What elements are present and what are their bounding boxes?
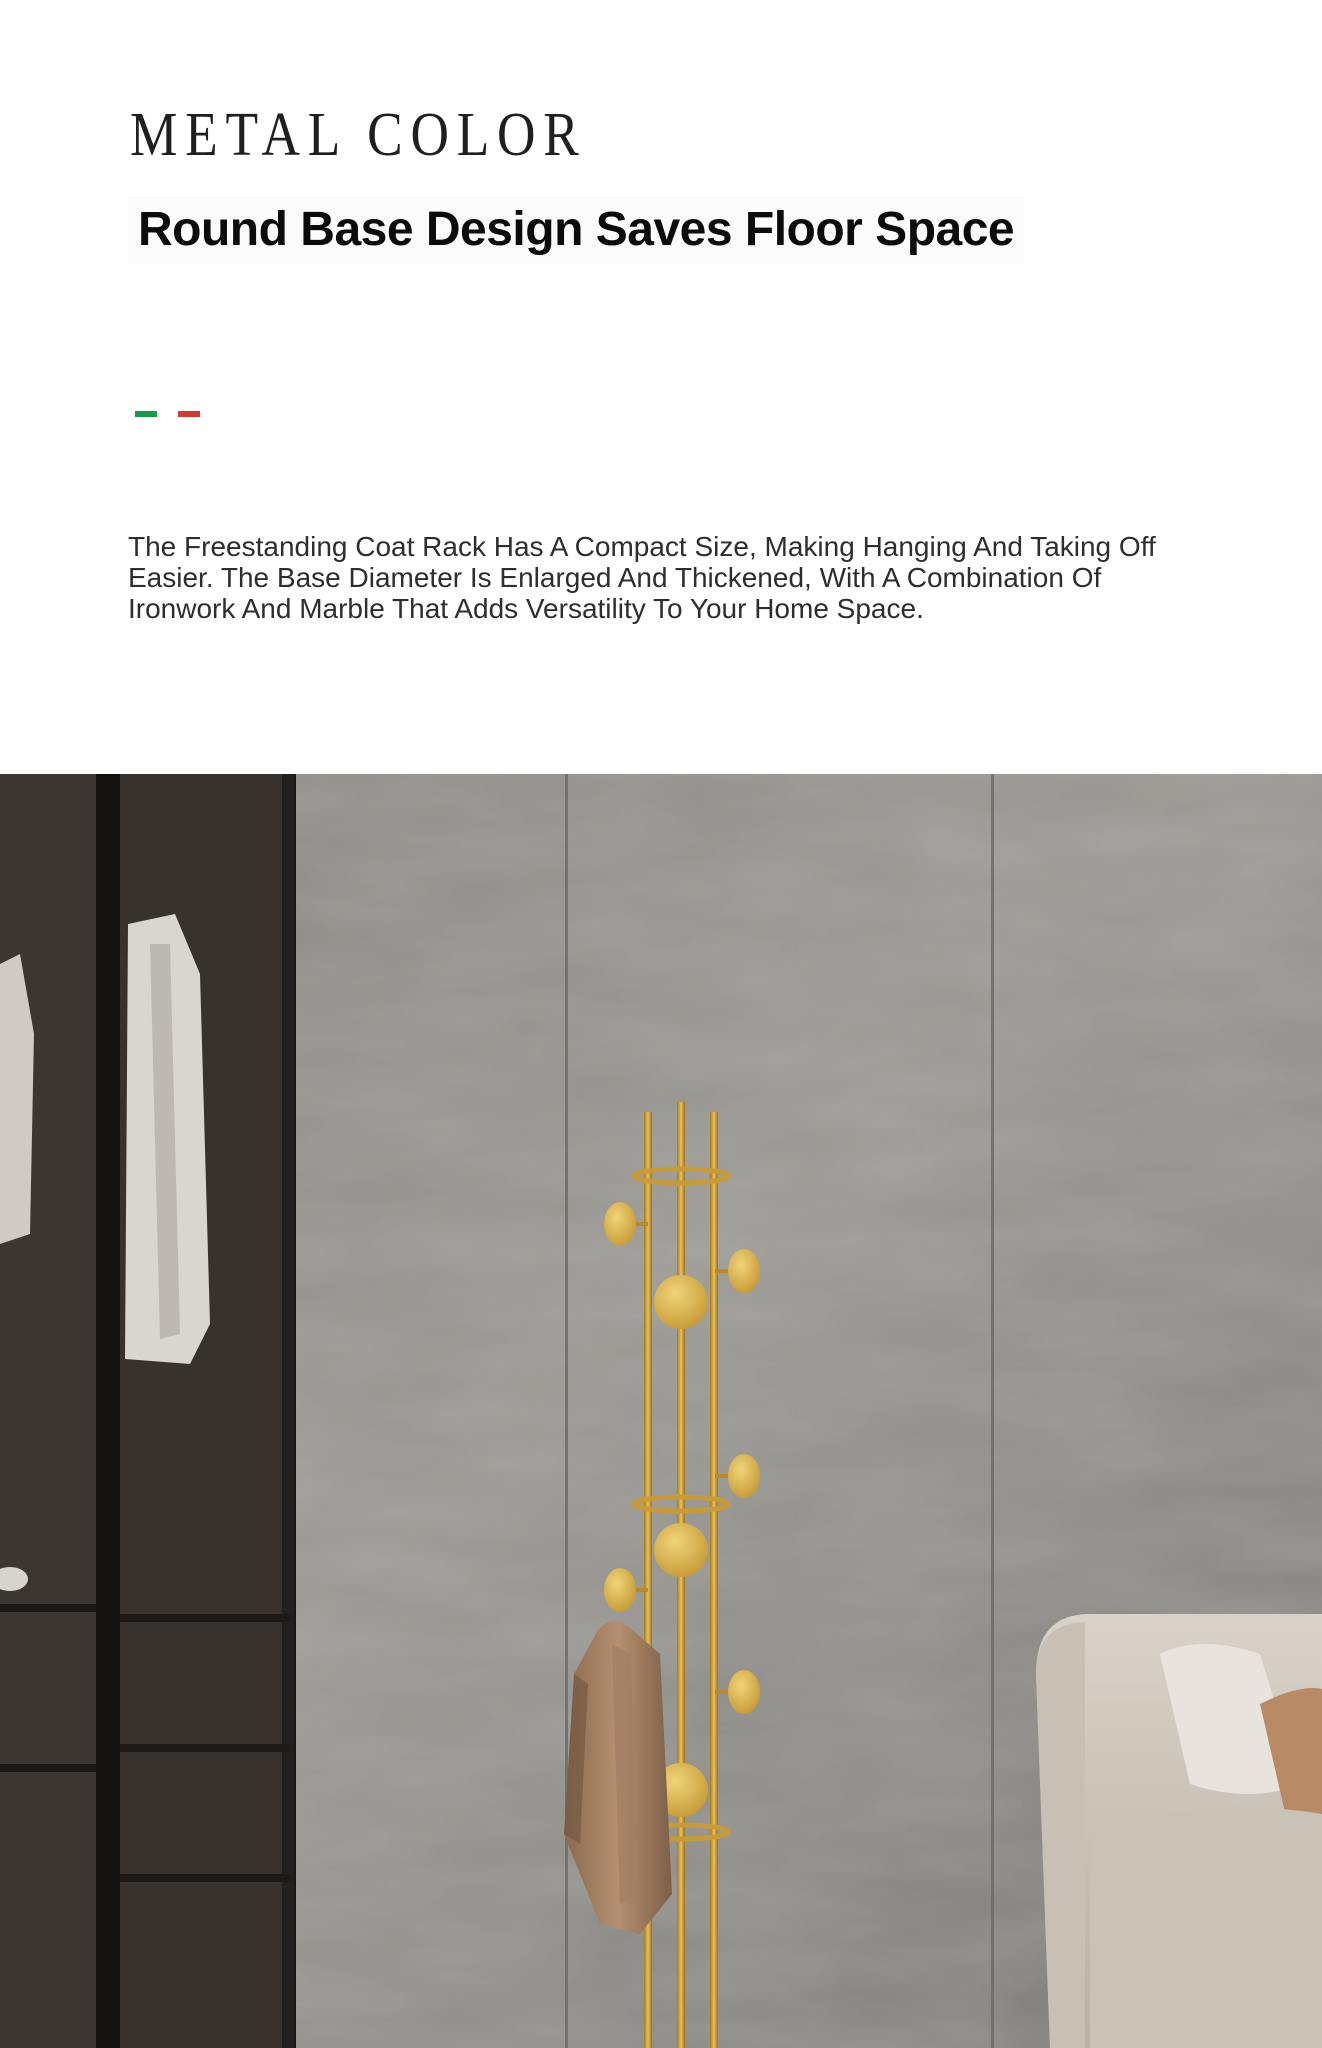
product-photo (0, 774, 1322, 2048)
green-dash (135, 411, 157, 417)
section-headline: Round Base Design Saves Floor Space (128, 196, 1024, 264)
product-info-section (0, 0, 1322, 774)
section-kicker: METAL COLOR (130, 101, 587, 169)
product-description: The Freestanding Coat Rack Has A Compact Size, Making Hanging And Taking Off Easier. The Base Diameter Is Enlarged And Thickened, With A Combination Of Ironwork And Marble That Adds Versatility To Your Home Space. (128, 531, 1156, 624)
red-dash (178, 411, 200, 417)
